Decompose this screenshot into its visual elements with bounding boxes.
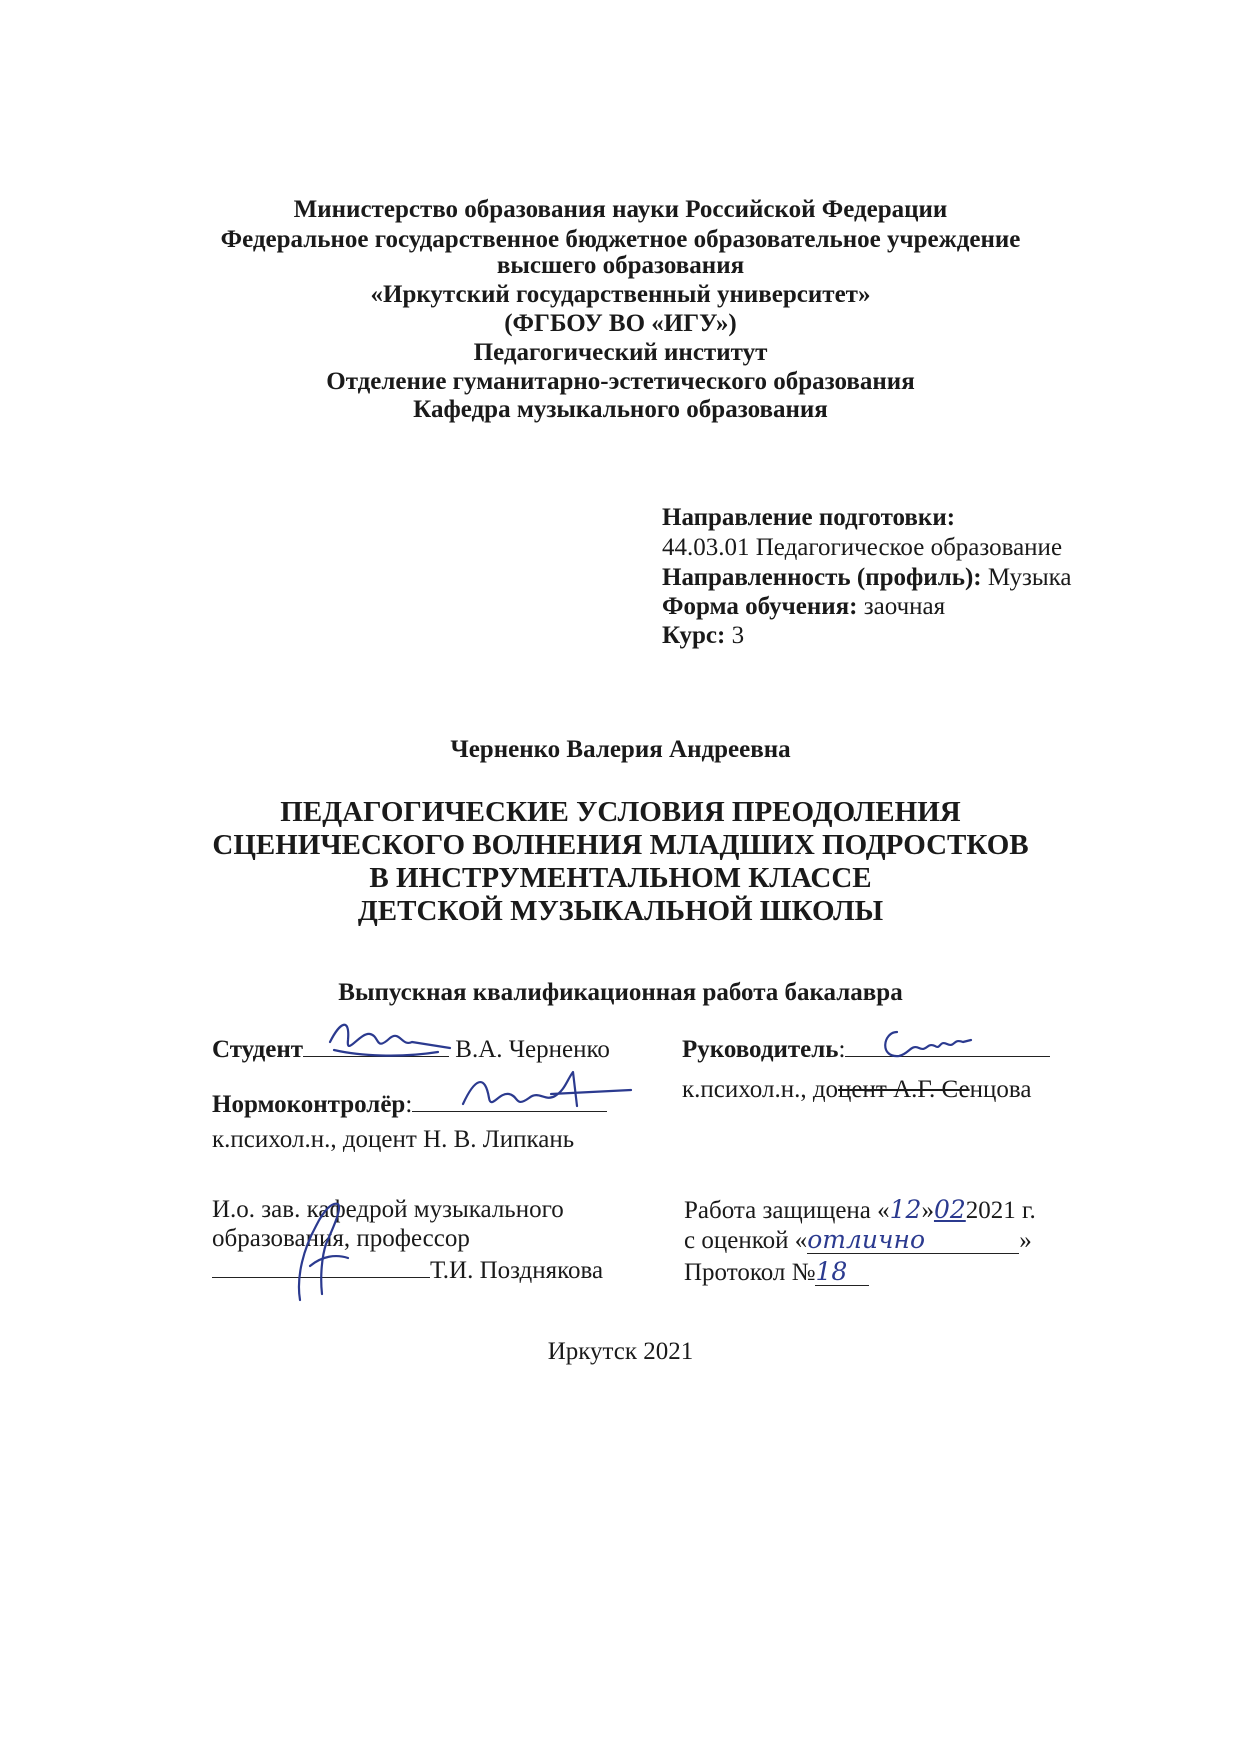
protocol-row	[684, 1258, 869, 1288]
chair-line: Кафедра музыкального образования	[413, 396, 828, 423]
form-label: Форма обучения:	[662, 593, 858, 620]
head-row	[212, 1256, 603, 1286]
form-row	[662, 592, 945, 622]
defense-suffix: 2021 г.	[965, 1197, 1036, 1224]
defense-date-row	[684, 1195, 1036, 1226]
supervisor-signature-icon	[875, 1018, 995, 1068]
direction-label: Направление подготовки:	[662, 504, 956, 531]
city-year: Иркутск 2021	[547, 1338, 694, 1365]
education-level-line: высшего образования	[496, 252, 745, 279]
normcontrol-colon: :	[405, 1091, 413, 1118]
institution-type-line: Федеральное государственное бюджетное образовательное учреждение	[220, 226, 1021, 253]
defense-prefix: Работа защищена «	[684, 1197, 890, 1224]
supervisor-details-struck: цент А.Г. Се	[838, 1076, 970, 1103]
protocol-number: 18	[815, 1259, 869, 1286]
student-name: В.А. Черненко	[455, 1036, 610, 1063]
title-line-3: В ИНСТРУМЕНТАЛЬНОМ КЛАССЕ	[369, 862, 872, 894]
work-type: Выпускная квалификационная работа бакалавра	[338, 979, 903, 1006]
course-value: 3	[731, 622, 745, 649]
student-signature-icon	[320, 1012, 460, 1072]
profile-row	[662, 563, 1072, 593]
head-line-2: образования, профессор	[212, 1225, 470, 1252]
supervisor-label: Руководитель	[682, 1036, 839, 1063]
head-line-1: И.о. зав. кафедрой музыкального	[212, 1196, 564, 1223]
supervisor-details-prefix: к.психол.н., до	[682, 1076, 839, 1103]
profile-label: Направленность (профиль):	[662, 564, 982, 591]
defense-grade-row	[684, 1226, 1032, 1256]
grade-value: отлично	[807, 1227, 1019, 1254]
course-label: Курс:	[662, 622, 726, 649]
course-row	[662, 621, 744, 651]
profile-value: Музыка	[987, 564, 1072, 591]
grade-suffix: »	[1019, 1227, 1032, 1254]
grade-prefix: с оценкой «	[684, 1227, 808, 1254]
student-label: Студент	[212, 1036, 304, 1063]
department-line: Отделение гуманитарно-эстетического образования	[326, 368, 915, 395]
title-line-4: ДЕТСКОЙ МУЗЫКАЛЬНОЙ ШКОЛЫ	[357, 895, 884, 927]
university-abbr-line: (ФГБОУ ВО «ИГУ»)	[504, 310, 737, 337]
title-line-2: СЦЕНИЧЕСКОГО ВОЛНЕНИЯ МЛАДШИХ ПОДРОСТКОВ	[212, 829, 1029, 861]
supervisor-details	[682, 1075, 1031, 1105]
form-value: заочная	[863, 593, 946, 620]
normcontrol-signature-icon	[455, 1068, 635, 1123]
head-signature-icon	[282, 1196, 362, 1306]
defense-middle: »	[921, 1197, 934, 1224]
normcontrol-label: Нормоконтролёр	[212, 1091, 406, 1118]
normcontrol-details: к.психол.н., доцент Н. В. Липкань	[212, 1126, 575, 1153]
supervisor-details-suffix: нцова	[969, 1076, 1032, 1103]
ministry-line: Министерство образования науки Российской Федерации	[293, 196, 948, 223]
university-name-line: «Иркутский государственный университет»	[370, 281, 871, 308]
defense-day: 12	[889, 1195, 922, 1224]
supervisor-colon: :	[838, 1036, 846, 1063]
protocol-prefix: Протокол №	[684, 1259, 816, 1286]
defense-month: 02	[933, 1195, 966, 1224]
institute-line: Педагогический институт	[473, 339, 768, 366]
author-name: Черненко Валерия Андреевна	[450, 736, 791, 763]
direction-value: 44.03.01 Педагогическое образование	[662, 534, 1063, 561]
title-line-1: ПЕДАГОГИЧЕСКИЕ УСЛОВИЯ ПРЕОДОЛЕНИЯ	[280, 796, 961, 828]
head-name: Т.И. Позднякова	[430, 1257, 604, 1284]
supervisor-row	[682, 1035, 1050, 1065]
